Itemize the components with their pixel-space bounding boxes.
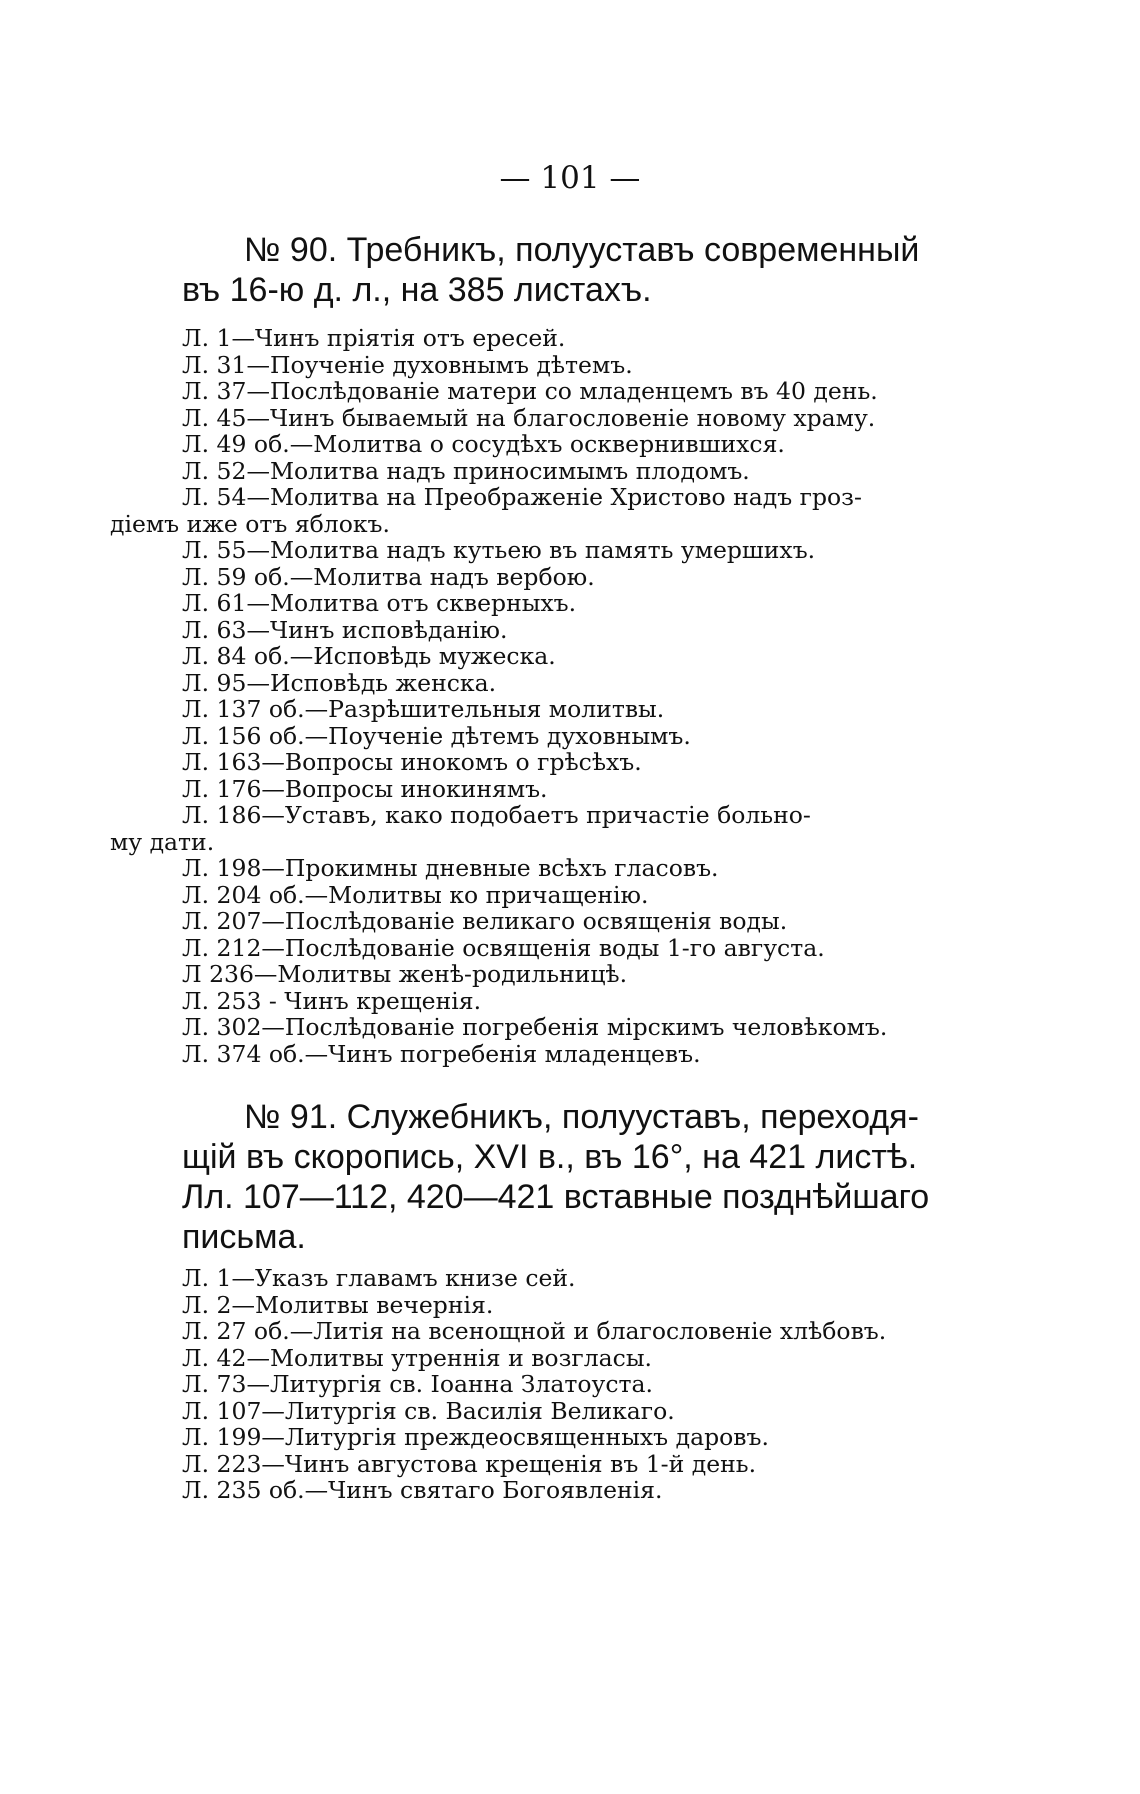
list-item: Л. 163—Вопросы инокомъ о грѣсѣхъ. — [182, 748, 642, 776]
heading-line: щій въ скоропись, XVI в., въ 16°, на 421 листѣ. — [182, 1138, 918, 1176]
list-item-continuation: му дати. — [110, 827, 215, 856]
list-item: Л. 55—Молитва надъ кутьею въ память умершихъ. — [182, 536, 816, 564]
list-item: Л. 49 об.—Молитва о сосудѣхъ осквернившихся. — [182, 430, 785, 458]
list-item: Л. 212—Послѣдованіе освященія воды 1-го августа. — [182, 933, 825, 962]
heading-line: № 90. Требникъ, полууставъ современный — [244, 231, 920, 269]
list-item: Л. 156 об.—Поученіе дѣтемъ духовнымъ. — [182, 721, 691, 750]
list-item: Л. 137 об.—Разрѣшительныя молитвы. — [182, 695, 665, 723]
heading-line: въ 16-ю д. л., на 385 листахъ. — [182, 271, 652, 309]
list-item: Л. 107—Литургія св. Василія Великаго. — [182, 1396, 675, 1425]
heading-line: № 91. Служебникъ, полууставъ, переходя- — [244, 1098, 919, 1136]
list-item: Л. 186—Уставъ, како подобаетъ причастіе больно- — [182, 801, 811, 829]
list-item: Л. 235 об.—Чинъ святаго Богоявленія. — [182, 1476, 663, 1504]
list-item: Л. 37—Послѣдованіе матери со младенцемъ въ 40 день. — [182, 377, 878, 405]
list-item: Л. 374 об.—Чинъ погребенія младенцевъ. — [182, 1039, 701, 1068]
section-91-entries — [110, 1265, 890, 1504]
list-item: Л. 59 об.—Молитва надъ вербою. — [182, 562, 595, 591]
list-item: Л. 45—Чинъ бываемый на благословеніе новому храму. — [182, 403, 876, 432]
list-item-continuation: діемъ иже отъ яблокъ. — [110, 509, 390, 538]
list-item: Л. 1—Указъ главамъ книзе сей. — [182, 1264, 576, 1292]
section-90-entries — [110, 325, 890, 1067]
page-number: — 101 — — [499, 160, 641, 196]
list-item: Л. 1—Чинъ пріятія отъ ересей. — [182, 324, 566, 352]
list-item: Л. 176—Вопросы инокинямъ. — [182, 774, 548, 803]
list-item: Л. 27 об.—Литія на всенощной и благословеніе хлѣбовъ. — [182, 1317, 887, 1345]
list-item: Л. 199—Литургія преждеосвященныхъ даровъ. — [182, 1423, 769, 1451]
list-item: Л. 61—Молитва отъ скверныхъ. — [182, 589, 577, 617]
list-item: Л. 95—Исповѣдь женска. — [182, 668, 497, 697]
section-90-heading — [182, 230, 920, 310]
list-item: Л. 207—Послѣдованіе великаго освященія воды. — [182, 907, 788, 935]
section-91-heading — [182, 1097, 930, 1257]
list-item: Л. 302—Послѣдованіе погребенія мірскимъ человѣкомъ. — [182, 1013, 888, 1041]
list-item: Л. 31—Поученіе духовнымъ дѣтемъ. — [182, 350, 633, 379]
list-item: Л. 42—Молитвы утреннія и возгласы. — [182, 1343, 652, 1372]
list-item: Л. 2—Молитвы вечернія. — [182, 1290, 494, 1319]
list-item: Л. 73—Литургія св. Іоанна Златоуста. — [182, 1370, 653, 1398]
list-item: Л. 52—Молитва надъ приносимымъ плодомъ. — [182, 456, 750, 485]
list-item: Л. 84 об.—Исповѣдь мужеска. — [182, 642, 556, 670]
list-item: Л. 63—Чинъ исповѣданію. — [182, 615, 508, 644]
heading-line: письма. — [182, 1218, 306, 1256]
list-item: Л. 253 - Чинъ крещенія. — [182, 986, 482, 1015]
list-item: Л. 54—Молитва на Преображеніе Христово надъ грoз- — [182, 483, 862, 511]
list-item: Л. 198—Прокимны дневные всѣхъ гласовъ. — [182, 854, 719, 882]
list-item: Л 236—Молитвы женѣ-родильницѣ. — [182, 960, 628, 988]
heading-line: Лл. 107—112, 420—421 вставные позднѣйшаго — [182, 1178, 930, 1216]
list-item: Л. 204 об.—Молитвы ко причащенію. — [182, 880, 649, 909]
list-item: Л. 223—Чинъ августова крещенія въ 1-й день. — [182, 1449, 757, 1478]
